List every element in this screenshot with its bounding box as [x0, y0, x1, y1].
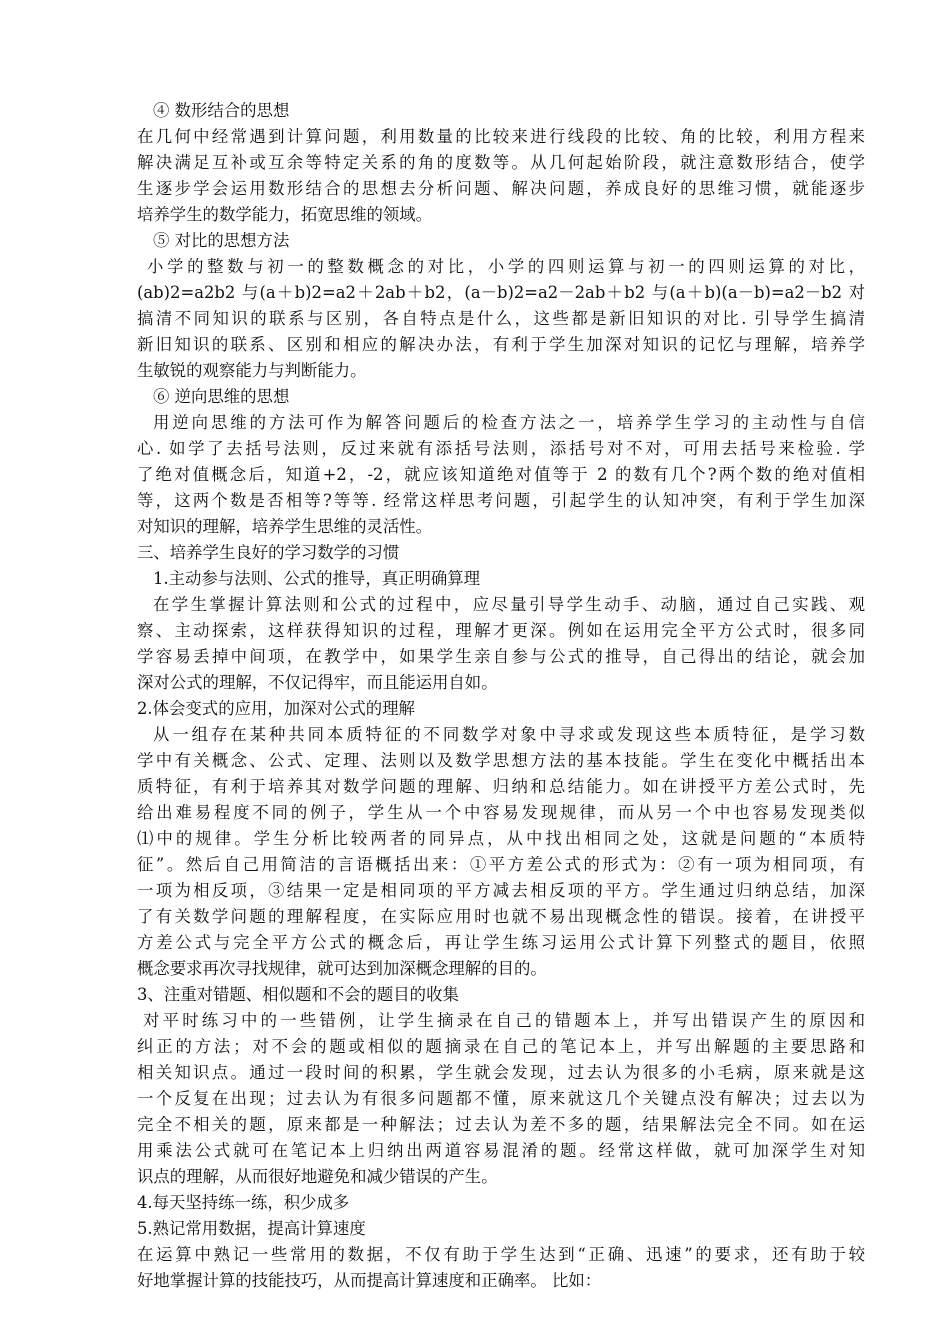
text-line: 2.体会变式的应用，加深对公式的理解: [137, 699, 415, 718]
text-line: 征”。然后自己用简洁的言语概括出来：①平方差公式的形式为：②有一项为相同项，有: [137, 855, 865, 874]
text-line: 在几何中经常遇到计算问题，利用数量的比较来进行线段的比较、角的比较，利用方程来: [137, 127, 865, 146]
text-line: 等，这两个数是否相等?等等. 经常这样思考问题，引起学生的认知冲突，有利于学生加深: [137, 491, 865, 510]
text-line: 完全不相关的题，原来都是一种解法；过去认为差不多的题，结果解法完全不同。如在运: [137, 1115, 865, 1134]
text-line: 4.每天坚持练一练，积少成多: [137, 1193, 350, 1212]
text-line: 生敏锐的观察能力与判断能力。: [137, 361, 367, 380]
text-line: 一项为相反项，③结果一定是相同项的平方减去相反项的平方。学生通过归纳总结，加深: [137, 881, 865, 900]
text-line: ⑴中的规律。学生分析比较两者的同异点，从中找出相同之处，这就是问题的“本质特: [137, 829, 865, 848]
text-line: (ab)2=a2b2 与(a＋b)2=a2＋2ab＋b2，(a－b)2=a2－2ab＋b2 与(a＋b)(a－b)=a2－b2 对: [137, 283, 865, 302]
text-line: 相关知识点。通过一段时间的积累，学生就会发现，过去认为很多的小毛病，原来就是这: [137, 1063, 865, 1082]
text-line: 从一组存在某种共同本质特征的不同数学对象中寻求或发现这些本质特征，是学习数: [153, 725, 865, 744]
text-line: 对平时练习中的一些错例，让学生摘录在自己的错题本上，并写出错误产生的原因和: [143, 1011, 865, 1030]
text-line: 在学生掌握计算法则和公式的过程中，应尽量引导学生动手、动脑，通过自己实践、观: [153, 595, 865, 614]
text-line: 深对公式的理解，不仅记得牢，而且能运用自如。: [137, 673, 498, 692]
text-line: ④ 数形结合的思想: [153, 101, 290, 120]
text-line: 用逆向思维的方法可作为解答问题后的检查方法之一，培养学生学习的主动性与自信: [153, 413, 865, 432]
text-line: 识点的理解，从而很好地避免和减少错误的产生。: [137, 1167, 498, 1186]
text-line: 好地掌握计算的技能技巧，从而提高计算速度和正确率。 比如：: [137, 1271, 602, 1290]
text-line: ⑤ 对比的思想方法: [153, 231, 290, 250]
text-line: 在运算中熟记一些常用的数据，不仅有助于学生达到“正确、迅速”的要求，还有助于较: [137, 1245, 865, 1264]
text-line: 搞清不同知识的联系与区别，各自特点是什么，这些都是新旧知识的对比. 引导学生搞清: [137, 309, 865, 328]
text-line: 5.熟记常用数据，提高计算速度: [137, 1219, 366, 1238]
text-line: 新旧知识的联系、区别和相应的解决办法，有利于学生加深对知识的记忆与理解，培养学: [137, 335, 865, 354]
text-line: 小学的整数与初一的整数概念的对比，小学的四则运算与初一的四则运算的对比，: [147, 257, 865, 276]
text-line: 概念要求再次寻找规律，就可达到加深概念理解的目的。: [137, 959, 547, 978]
text-line: 了绝对值概念后，知道+2，-2，就应该知道绝对值等于 2 的数有几个?两个数的绝对值相: [137, 465, 865, 484]
text-line: ⑥ 逆向思维的思想: [153, 387, 290, 406]
document-page: [137, 98, 865, 1294]
text-line: 质特征，有利于培养其对数学问题的理解、归纳和总结能力。如在讲授平方差公式时，先: [137, 777, 865, 796]
text-line: 学中有关概念、公式、定理、法则以及数学思想方法的基本技能。学生在变化中概括出本: [137, 751, 865, 770]
text-line: 培养学生的数学能力，拓宽思维的领域。: [137, 205, 433, 224]
text-line: 纠正的方法；对不会的题或相似的题摘录在自己的笔记本上，并写出解题的主要思路和: [137, 1037, 865, 1056]
text-line: 方差公式与完全平方公式的概念后，再让学生练习运用公式计算下列整式的题目，依照: [137, 933, 865, 952]
text-line: 生逐步学会运用数形结合的思想去分析问题、解决问题，养成良好的思维习惯，就能逐步: [137, 179, 865, 198]
text-line: 三、培养学生良好的学习数学的习惯: [137, 543, 400, 562]
text-line: 解决满足互补或互余等特定关系的角的度数等。从几何起始阶段，就注意数形结合，使学: [137, 153, 865, 172]
text-line: 对知识的理解，培养学生思维的灵活性。: [137, 517, 433, 536]
text-line: 1.主动参与法则、公式的推导，真正明确算理: [153, 569, 481, 588]
text-line: 了有关数学问题的理解程度，在实际应用时也就不易出现概念性的错误。接着，在讲授平: [137, 907, 865, 926]
text-line: 心. 如学了去括号法则，反过来就有添括号法则，添括号对不对，可用去括号来检验. 学: [137, 439, 865, 458]
text-line: 3、注重对错题、相似题和不会的题目的收集: [137, 985, 459, 1004]
text-line: 给出难易程度不同的例子，学生从一个中容易发现规律，而从另一个中也容易发现类似: [137, 803, 865, 822]
text-line: 用乘法公式就可在笔记本上归纳出两道容易混淆的题。经常这样做，就可加深学生对知: [137, 1141, 865, 1160]
text-line: 一个反复在出现；过去认为有很多问题都不懂，原来就这几个关键点没有解决；过去以为: [137, 1089, 865, 1108]
text-line: 学容易丢掉中间项，在教学中，如果学生亲自参与公式的推导，自己得出的结论，就会加: [137, 647, 865, 666]
text-line: 察、主动探索，这样获得知识的过程，理解才更深。例如在运用完全平方公式时，很多同: [137, 621, 865, 640]
